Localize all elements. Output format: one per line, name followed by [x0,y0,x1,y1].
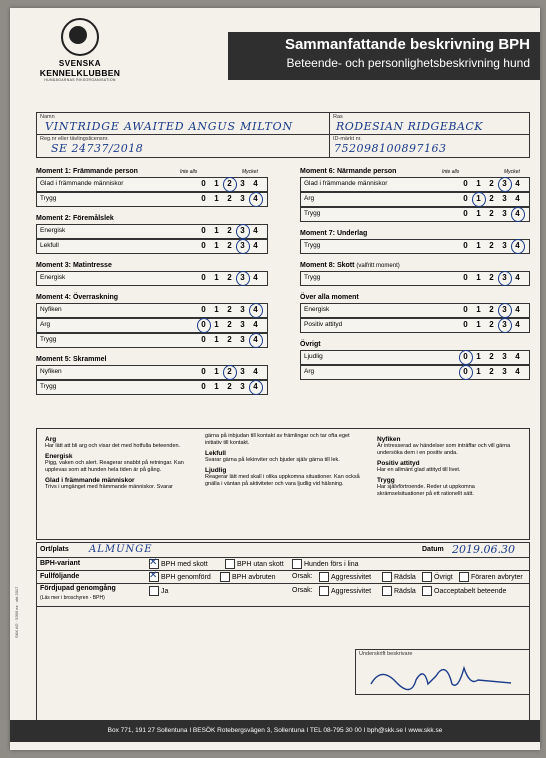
rating-option-3[interactable]: 3 [502,241,509,250]
footer-bar: Box 771, 191 27 Sollentuna I BESÖK Rotebergsvägen 3, Sollentuna I TEL 08-795 30 00 I bph@skk.se I www.skk.se [10,720,540,742]
rating-scale [198,273,263,282]
rating-scale [460,241,525,250]
rating-option-2[interactable]: 2 [227,335,234,344]
checkbox-icon[interactable] [225,559,235,569]
definition-text: Pigg, vaken och alert. Reagerar snabbt på retningar. Kan upplevas som att hunden hela tiden är på gång. [45,460,184,473]
rating-option-2[interactable]: 2 [227,273,234,282]
place-row [37,543,529,558]
rating-label: Trygg [304,242,321,249]
rating-label: Arg [40,321,51,328]
rating-option-4[interactable]: 4 [253,179,260,188]
reason1-opt-3[interactable] [422,572,453,582]
variant-opt-1-label: BPH med skott [161,560,208,568]
moment-title: Moment 4: Överraskning [36,294,119,301]
name-label: Namn [40,114,55,120]
rating-option-2[interactable]: 2 [489,352,496,361]
definition-term: Lekfull [205,450,226,457]
rating-label: Positiv attityd [304,321,343,328]
reason2-opt-2-label: Rädsla [394,587,416,595]
rating-label: Trygg [304,274,321,281]
rating-option-2[interactable]: 2 [489,209,496,218]
rating-label: Energisk [40,274,66,281]
reason2-opt-2[interactable] [382,586,416,596]
rating-scale [198,179,263,188]
rating-label: Arg [304,368,315,375]
follow-opt-1[interactable] [149,572,211,582]
definition-text: gärna på inbjudan till kontakt av främlingar och tar ofta eget initiativ till kontakt. [205,433,350,446]
rating-row [36,365,268,380]
rating-option-1[interactable]: 1 [214,194,221,203]
rating-scale [460,320,525,329]
rating-scale [198,382,263,391]
rating-label: Trygg [40,383,57,390]
rating-option-0[interactable]: 0 [460,352,473,361]
definitions-col1 [45,433,195,491]
date-value[interactable]: 2019.06.30 [452,543,515,556]
moment-title: Moment 8: Skott (valfritt moment) [300,262,400,269]
rating-option-4[interactable]: 4 [515,305,522,314]
rating-option-1[interactable]: 1 [476,273,483,282]
rating-row [300,318,530,333]
rating-option-3[interactable]: 3 [240,305,247,314]
rating-option-1[interactable]: 1 [476,179,483,188]
rating-option-3[interactable]: 3 [240,367,247,376]
rating-scale [460,209,525,218]
rating-scale [460,194,525,203]
reason1-opt-2[interactable] [382,572,416,582]
definition-term: Arg [45,436,57,443]
reason1-opt-1[interactable] [319,572,371,582]
skk-emblem-icon [61,18,99,56]
rating-option-4[interactable]: 4 [512,241,525,250]
rating-option-4[interactable]: 4 [253,241,260,250]
name-value[interactable]: VINTRIDGE AWAITED ANGUS MILTON [45,120,293,133]
rating-option-4[interactable]: 4 [253,367,260,376]
rating-option-0[interactable]: 0 [463,305,470,314]
checkbox-icon[interactable] [382,572,392,582]
rating-label: Glad i främmande människor [304,180,388,187]
rating-option-2[interactable]: 2 [489,194,496,203]
deep-label: Fördjupad genomgång [40,585,116,592]
rating-option-4[interactable]: 4 [515,273,522,282]
reason1-opt-1-label: Aggressivitet [331,573,372,581]
definition-term: Energisk [45,453,73,460]
rating-row [36,177,268,192]
place-label: Ort/plats [40,546,69,553]
rating-option-4[interactable]: 4 [250,194,263,203]
rating-option-4[interactable]: 4 [253,226,260,235]
rating-option-1[interactable]: 1 [214,382,221,391]
rating-option-3[interactable]: 3 [237,241,250,250]
rating-option-4[interactable]: 4 [512,209,525,218]
rating-option-0[interactable]: 0 [463,320,470,329]
definition-text: Reagerar lätt med skall i olika uppkomna situationer. Kan också gnälla i väntan på aktiviteter och vara ljudlig vid hälsning. [205,474,360,487]
rating-option-0[interactable]: 0 [463,194,470,203]
rating-option-2[interactable]: 2 [227,320,234,329]
rating-option-0[interactable]: 0 [201,305,208,314]
rating-label: Trygg [40,336,57,343]
rating-option-2[interactable]: 2 [489,273,496,282]
rating-option-4[interactable]: 4 [250,305,263,314]
checkbox-icon[interactable] [422,572,432,582]
rating-option-2[interactable]: 2 [489,367,496,376]
rating-option-1[interactable]: 1 [473,194,486,203]
rating-option-3[interactable]: 3 [237,273,250,282]
rating-option-3[interactable]: 3 [499,305,512,314]
reason-label-2: Orsak: [292,587,313,594]
scale-low-label: Inte alls [442,169,460,175]
rating-scale [198,320,263,329]
rating-option-0[interactable]: 0 [463,241,470,250]
reason2-opt-1-label: Aggressivitet [331,587,372,595]
moment-title: Moment 7: Underlag [300,230,368,237]
rating-option-4[interactable]: 4 [515,194,522,203]
rating-option-2[interactable]: 2 [224,367,237,376]
rating-option-0[interactable]: 0 [201,382,208,391]
rating-scale [198,194,263,203]
rating-option-1[interactable]: 1 [476,367,483,376]
rating-label: Lekfull [40,242,59,249]
scale-high-label: Mycket [242,169,258,175]
rating-option-3[interactable]: 3 [240,179,247,188]
rating-option-4[interactable]: 4 [515,179,522,188]
definition-term: Ljudlig [205,467,227,474]
moment-title: Moment 6: Närmande person [300,168,397,175]
rating-label: Energisk [304,306,330,313]
rating-option-0[interactable]: 0 [201,367,208,376]
rating-option-1[interactable]: 1 [476,352,483,361]
rating-option-4[interactable]: 4 [253,273,260,282]
reason2-opt-1[interactable] [319,586,371,596]
rating-option-2[interactable]: 2 [227,194,234,203]
rating-row [36,239,268,254]
id-right [330,113,529,157]
result-box [36,542,530,724]
moment-title: Moment 1: Främmande person [36,168,138,175]
scale-high-label: Mycket [504,169,520,175]
variant-opt-1[interactable] [149,559,208,569]
date-label: Datum [422,546,444,553]
definition-term: Trygg [377,477,395,484]
rating-option-3[interactable]: 3 [240,335,247,344]
checkbox-icon[interactable] [149,559,159,569]
rating-option-1[interactable]: 1 [214,320,221,329]
id-left [37,113,330,157]
rating-option-0[interactable]: 0 [463,273,470,282]
rating-option-0[interactable]: 0 [201,226,208,235]
rating-option-2[interactable]: 2 [489,305,496,314]
rating-scale [460,179,525,188]
signature-box[interactable] [355,649,530,695]
variant-opt-2[interactable] [225,559,284,569]
breed-value[interactable]: RODESIAN RIDGEBACK [336,120,484,133]
reason1-opt-4-label: Föraren avbryter [471,573,523,581]
checkbox-icon[interactable] [319,586,329,596]
rating-option-2[interactable]: 2 [227,241,234,250]
rating-option-0[interactable]: 0 [201,273,208,282]
moment-title: Moment 5: Skrammel [36,356,107,363]
definitions-col3 [377,433,522,498]
definition-text: Trivs i umgänget med främmande människor. Svarar [45,484,173,490]
rating-scale [460,273,525,282]
rating-label: Energisk [40,227,66,234]
rating-option-2[interactable]: 2 [489,241,496,250]
definition-term: Nyfiken [377,436,401,443]
chip-value[interactable]: 752098100897163 [334,142,447,155]
definition-text: Har en allmänt glad attityd till livet. [377,467,461,473]
rating-option-0[interactable]: 0 [198,320,211,329]
rating-scale [460,305,525,314]
rating-option-2[interactable]: 2 [227,382,234,391]
rating-row [36,318,268,333]
rating-option-0[interactable]: 0 [201,335,208,344]
rating-row [36,333,268,348]
rating-option-1[interactable]: 1 [214,226,221,235]
follow-opt-2-label: BPH avbruten [232,573,276,581]
reason2-opt-3[interactable] [422,586,506,596]
deep-row [37,584,529,607]
follow-label: Fullföljande [40,573,80,580]
skk-logo [30,18,130,98]
rating-option-0[interactable]: 0 [201,194,208,203]
variant-opt-3-label: Hunden förs i lina [304,560,359,568]
signature-icon [366,656,516,692]
org-line3: HUNDÄGARNAS RIKSORGANISATION [44,78,116,82]
rating-row [36,192,268,207]
follow-row [37,571,529,584]
checkbox-icon[interactable] [319,572,329,582]
definition-term: Glad i främmande människor [45,477,135,484]
rating-scale [198,367,263,376]
variant-label: BPH-variant [40,560,81,567]
id-divider [37,134,329,135]
rating-option-4[interactable]: 4 [515,320,522,329]
rating-option-2[interactable]: 2 [489,179,496,188]
rating-label: Glad i främmande människor [40,180,124,187]
variant-opt-3[interactable] [292,559,358,569]
reason-label: Orsak: [292,573,313,580]
checkbox-icon[interactable] [422,586,432,596]
reason1-opt-4[interactable] [459,572,523,582]
rating-row [300,177,530,192]
id-divider [330,134,529,135]
chip-label: ID-märkt nr. [333,136,362,142]
org-line2: KENNELKLUBBEN [39,68,121,78]
definitions-box [36,428,530,540]
definition-text: Har lätt att bli arg och visar det med hotfulla beteenden. [45,443,181,449]
moment-title: Övrigt [300,341,321,348]
variant-opt-2-label: BPH utan skott [237,560,284,568]
rating-option-1[interactable]: 1 [476,209,483,218]
deep-opt[interactable] [149,586,168,596]
title-banner [228,32,540,80]
rating-row [300,271,530,286]
rating-scale [460,367,525,376]
rating-row [300,239,530,254]
scale-low-label: Inte alls [180,169,198,175]
checkbox-icon[interactable] [459,572,469,582]
rating-option-3[interactable]: 3 [499,179,512,188]
rating-scale [198,241,263,250]
org-line1: SVENSKA [58,59,102,68]
rating-option-1[interactable]: 1 [214,179,221,188]
reg-label: Reg.nr eller tävlingslicensnr. [40,136,109,142]
dog-id-box [36,112,530,158]
rating-option-1[interactable]: 1 [476,305,483,314]
rating-row [36,271,268,286]
checkbox-icon[interactable] [292,559,302,569]
rating-row [300,303,530,318]
definition-text: Är intresserad av händelser som inträffar och vill gärna undersöka dem i en positiv anda. [377,443,511,456]
rating-label: Nyfiken [40,368,62,375]
checkbox-icon[interactable] [149,586,159,596]
rating-row [300,207,530,222]
rating-row [36,380,268,395]
rating-option-4[interactable]: 4 [250,335,263,344]
form-subtitle: Beteende- och personlighetsbeskrivning hund [286,56,530,70]
form-title: Sammanfattande beskrivning BPH [284,36,530,53]
rating-option-3[interactable]: 3 [240,194,247,203]
deep-opt-label: Ja [161,587,169,595]
rating-label: Ljudlig [304,353,323,360]
rating-option-3[interactable]: 3 [502,367,509,376]
rating-label: Arg [304,195,315,202]
rating-row [300,192,530,207]
rating-option-2[interactable]: 2 [489,320,496,329]
signature-label: Underskrift beskrivare [359,651,413,657]
rating-option-1[interactable]: 1 [214,367,221,376]
rating-option-3[interactable]: 3 [240,320,247,329]
checkbox-icon[interactable] [382,586,392,596]
rating-option-4[interactable]: 4 [253,320,260,329]
breed-label: Ras [333,114,343,120]
follow-opt-1-label: BPH genomförd [161,573,211,581]
moment-title: Över alla moment [300,294,359,301]
rating-option-2[interactable]: 2 [227,305,234,314]
rating-option-3[interactable]: 3 [502,352,509,361]
reason1-opt-2-label: Rädsla [394,573,416,581]
checkbox-icon[interactable] [220,572,230,582]
place-value[interactable]: ALMUNGE [89,544,153,555]
rating-scale [460,352,525,361]
rating-row [300,350,530,365]
rating-scale [198,335,263,344]
rating-option-0[interactable]: 0 [463,209,470,218]
form-page [10,8,540,750]
rating-label: Trygg [40,195,57,202]
definition-text: Svarar gärna på lekinviter och bjuder själv gärna till lek. [205,457,340,463]
rating-option-0[interactable]: 0 [201,241,208,250]
definitions-col2 [205,433,365,488]
rating-option-0[interactable]: 0 [201,179,208,188]
rating-option-2[interactable]: 2 [227,226,234,235]
rating-option-1[interactable]: 1 [214,273,221,282]
rating-label: Nyfiken [40,306,62,313]
rating-option-3[interactable]: 3 [240,382,247,391]
rating-option-4[interactable]: 4 [515,367,522,376]
rating-option-1[interactable]: 1 [214,241,221,250]
rating-option-1[interactable]: 1 [476,241,483,250]
rating-option-4[interactable]: 4 [250,382,263,391]
checkbox-icon[interactable] [149,572,159,582]
definition-text: Har självförtroende. Reder ut uppkomna skrämselsituationer på ett rationellt sätt. [377,484,475,497]
rating-option-1[interactable]: 1 [214,335,221,344]
reason2-opt-3-label: Oacceptabelt beteende [434,587,507,595]
rating-option-4[interactable]: 4 [515,352,522,361]
variant-row [37,558,529,571]
deep-sub: (Läs mer i broschyren - BPH) [40,595,105,601]
moment-title: Moment 3: Matintresse [36,262,112,269]
moment-title: Moment 2: Föremålslek [36,215,114,222]
rating-option-2[interactable]: 2 [224,179,237,188]
moment-title-extra: (valfritt moment) [356,263,400,269]
follow-opt-2[interactable] [220,572,276,582]
rating-option-1[interactable]: 1 [214,305,221,314]
rating-option-3[interactable]: 3 [499,320,512,329]
rating-scale [198,226,263,235]
rating-option-0[interactable]: 0 [463,179,470,188]
rating-label: Trygg [304,210,321,217]
rating-row [36,303,268,318]
rating-scale [198,305,263,314]
rating-option-1[interactable]: 1 [476,320,483,329]
side-print-code: SKK AG · 5390 ex · okt 2017 [14,586,19,638]
rating-option-3[interactable]: 3 [499,273,512,282]
rating-option-3[interactable]: 3 [502,209,509,218]
rating-row [300,365,530,380]
definition-term: Positiv attityd [377,460,420,467]
reg-value[interactable]: SE 24737/2018 [51,142,144,155]
rating-option-3[interactable]: 3 [237,226,250,235]
rating-option-0[interactable]: 0 [460,367,473,376]
rating-option-3[interactable]: 3 [502,194,509,203]
rating-row [36,224,268,239]
reason1-opt-3-label: Övrigt [434,573,453,581]
